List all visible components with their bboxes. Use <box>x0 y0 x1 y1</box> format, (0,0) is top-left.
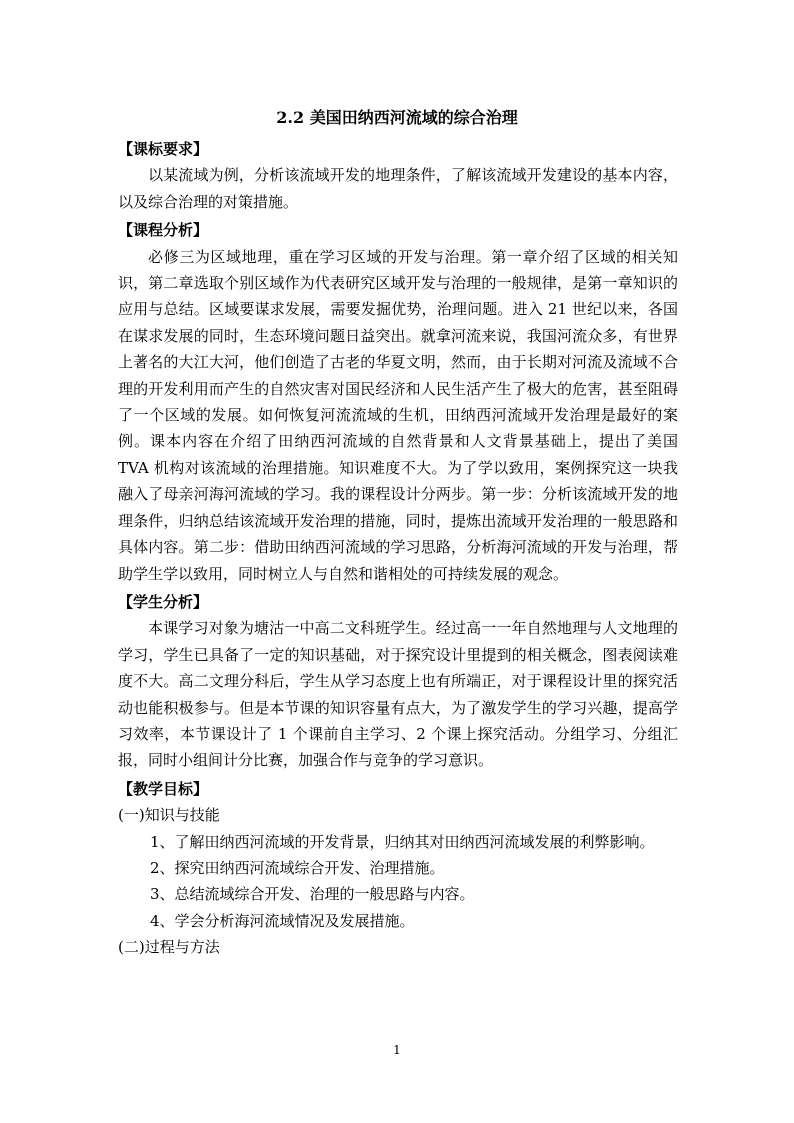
subheading-knowledge-skills: (一)知识与技能 <box>118 806 220 825</box>
section-heading-teaching-goals: 【教学目标】 <box>118 779 209 798</box>
subheading-process-methods: (二)过程与方法 <box>118 938 220 957</box>
document-title: 2.2 美国田纳西河流域的综合治理 <box>276 108 518 127</box>
section-heading-curriculum-requirements: 【课标要求】 <box>118 140 209 158</box>
paragraph-student-analysis: 本课学习对象为塘沽一中高二文科班学生。经过高一一年自然地理与人文地理的学习，学生已具备了一定的知识基础，对于探究设计里提到的相关概念，图表阅读难度不大。高二文理分科后，学生从学习态度上也有所端正，对于课程设计里的探究活动也能积极参与。但是本节课的知识容量有点大，为了激发学生的学习兴趣，提高学习效率，本节课设计了 1 个课前自主学习、2 个课上探究活动。分组学习、分组汇报，同时小组间计分比赛，加强合作与竞争的学习意识。 <box>118 619 678 770</box>
document-body <box>118 134 678 961</box>
goal-item: 1、了解田纳西河流域的开发背景，归纳其对田纳西河流域发展的利弊影响。 <box>150 832 655 851</box>
goal-item: 2、探究田纳西河流域综合开发、治理措施。 <box>150 858 445 877</box>
paragraph-course-analysis: 必修三为区域地理，重在学习区域的开发与治理。第一章介绍了区域的相关知识，第二章选取个别区域作为代表研究区域开发与治理的一般规律，是第一章知识的应用与总结。区域要谋求发展，需要发掘优势，治理问题。进入 21 世纪以来，各国在谋求发展的同时，生态环境问题日益突出。就拿河流来说，我国河流众多，有世界上著名的大江大河，他们创造了古老的华夏文明，然而，由于长期对河流及流域不合理的开发利用而产生的自然灾害对国民经济和人民生活产生了极大的危害，甚至阻碍了一个区域的发展。如何恢复河流流域的生机，田纳西河流域开发治理是最好的案例。课本内容在介绍了田纳西河流域的自然背景和人文背景基础上，提出了美国 TVA 机构对该流域的治理措施。知识难度不大。为了学以致用，案例探究这一块我融入了母亲河海河流域的学习。我的课程设计分两步。第一步：分析该流域开发的地理条件，归纳总结该流域开发治理的措施，同时，提炼出流域开发治理的一般思路和具体内容。第二步：借助田纳西河流域的学习思路，分析海河流域的开发与治理，帮助学生学以致用，同时树立人与自然和谐相处的可持续发展的观念。 <box>118 247 678 583</box>
goal-item: 3、总结流域综合开发、治理的一般思路与内容。 <box>150 885 475 904</box>
page-number: 1 <box>393 1043 401 1057</box>
section-heading-student-analysis: 【学生分析】 <box>118 592 209 611</box>
goal-item: 4、学会分析海河流域情况及发展措施。 <box>150 911 415 930</box>
paragraph-curriculum-requirements: 以某流域为例，分析该流域开发的地理条件，了解该流域开发建设的基本内容，以及综合治理的对策措施。 <box>118 166 678 211</box>
section-heading-course-analysis: 【课程分析】 <box>118 221 209 240</box>
